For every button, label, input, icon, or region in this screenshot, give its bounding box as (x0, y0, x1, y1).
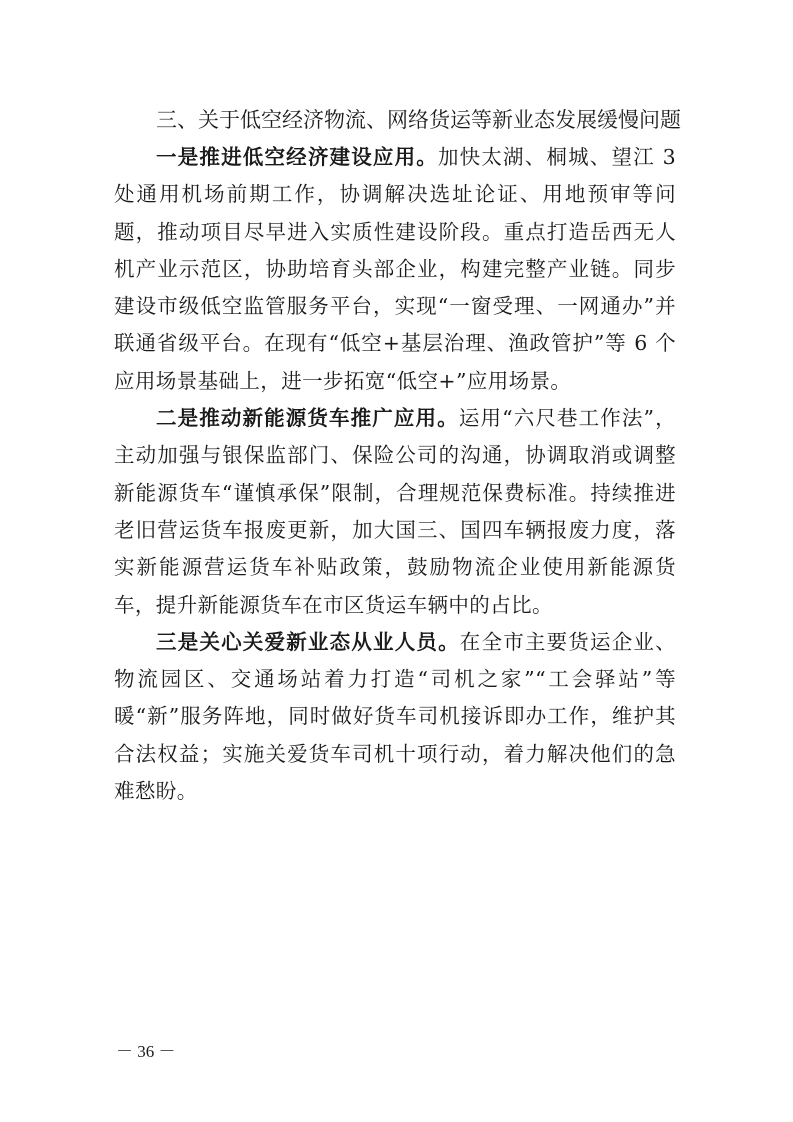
paragraph-lead: 一是推进低空经济建设应用。 (156, 145, 438, 169)
paragraph-lead: 二是推动新能源货车推广应用。 (156, 406, 459, 431)
section-heading: 三、关于低空经济物流、网络货运等新业态发展缓慢问题 (156, 108, 681, 132)
paragraph-body: 在全市主要货运企业、物流园区、交通场站着力打造“司机之家”“工会驿站”等暖“新”服务阵地，同时做好货车司机接诉即办工作，维护其合法权益；实施关爱货车司机十项行动，着力解决他们的急难愁盼。 (114, 629, 676, 804)
document-body (114, 102, 681, 810)
paragraph-body: 加快太湖、桐城、望江 3 处通用机场前期工作，协调解决选址论证、用地预审等问题，推动项目尽早进入实质性建设阶段。重点打造岳西无人机产业示范区，协助培育头部企业，构建完整产业链。同步建设市级低空监管服务平台，实现“一窗受理、一网通办”并联通省级平台。在现有“低空+基层治理、渔政管护”等 6 个应用场景基础上，进一步拓宽“低空+”应用场景。 (114, 145, 677, 393)
paragraph-low-altitude-economy (114, 139, 676, 400)
paragraph-lead: 三是关心关爱新业态从业人员。 (156, 629, 460, 654)
paragraph-new-energy-trucks (114, 400, 676, 624)
paragraph-new-business-workers (114, 624, 676, 810)
page-number: － 36 － (116, 1042, 176, 1061)
paragraph-body: 运用“六尺巷工作法”，主动加强与银保监部门、保险公司的沟通，协调取消或调整新能源货车“谨慎承保”限制，合理规范保费标准。持续推进老旧营运货车报废更新，加大国三、国四车辆报废力度，落实新能源营运货车补贴政策，鼓励物流企业使用新能源货车，提升新能源货车在市区货运车辆中的占比。 (114, 406, 676, 617)
